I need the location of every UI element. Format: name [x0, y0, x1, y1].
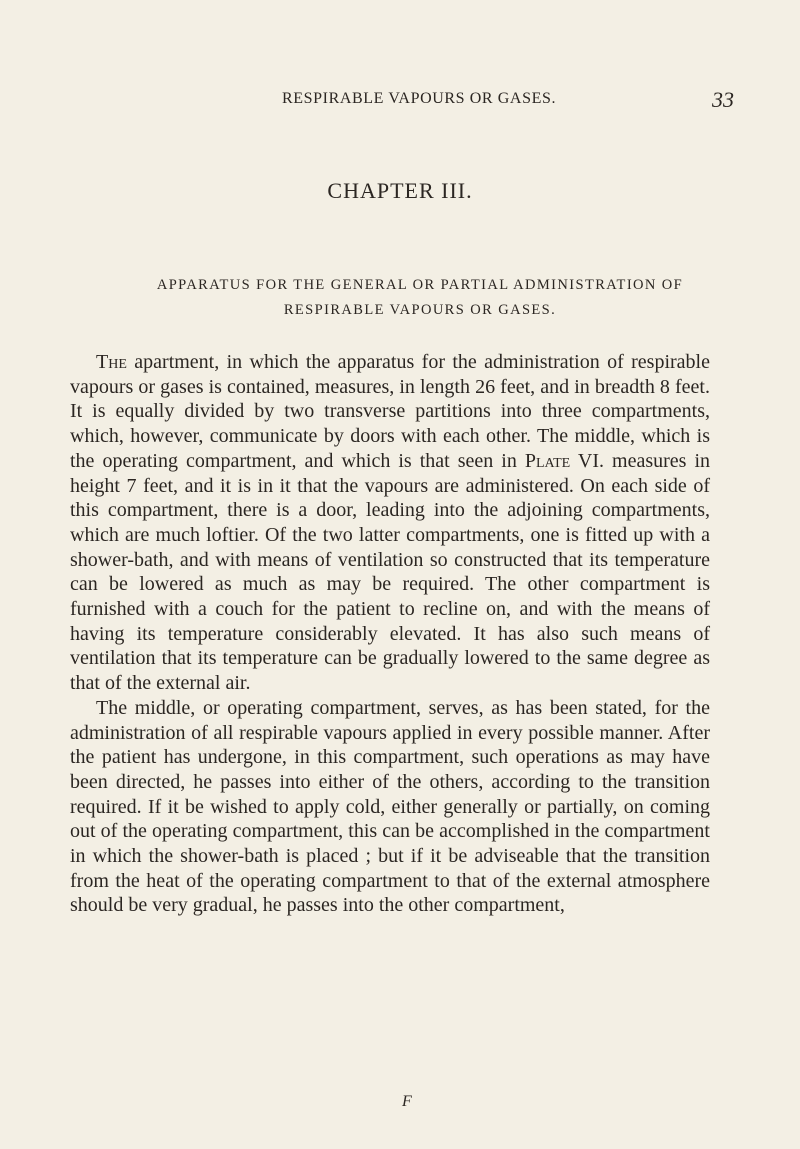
paragraph-1-text-a: apartment, in which the apparatus for the administration of respirable vapours or gases is contained, measures, in length 26 feet, and in breadth 8 feet. It is equally divided by two transverse partitions into three compartments, which, however, communicate by doors with each other. The middle, which is the operating compartment, and which is that seen in — [70, 351, 710, 472]
body-text — [70, 350, 710, 918]
running-head-title: RESPIRABLE VAPOURS OR GASES. — [282, 90, 557, 107]
page-number: 33 — [712, 87, 734, 112]
paragraph-1-text-b: VI. measures in height 7 feet, and it is in it that the vapours are administered. On each side of this compartment, there is a door, leading into the adjoining compartments, which are much loftier. Of the two latter compartments, one is fitted up with a shower-bath, and with means of ventilation so constructed that its temperature can be lowered as much as may be required. The other compartment is furnished with a couch for the patient to recline on, and with the means of having its temperature considerably elevated. It has also such means of ventilation that its temperature can be gradually lowered to the same degree as that of the external air. — [70, 449, 711, 695]
chapter-title: CHAPTER III. — [327, 178, 473, 203]
paragraph-1-lead-word: The — [96, 351, 127, 373]
running-head — [0, 87, 800, 114]
signature-mark: F — [402, 1093, 412, 1110]
chapter-subtitle-line-2: RESPIRABLE VAPOURS OR GASES. — [283, 302, 557, 318]
chapter-subtitle-line-1: APPARATUS FOR THE GENERAL OR PARTIAL ADMINISTRATION OF — [156, 277, 684, 293]
paragraph-1 — [70, 350, 710, 696]
paragraph-2: The middle, or operating compartment, serves, as has been stated, for the administration of all respirable vapours applied in every possible manner. After the patient has undergone, in this compartment, such operations as may have been directed, he passes into either of the others, according to the transition required. If it be wished to apply cold, either generally or partially, on coming out of the operating compartment, this can be accomplished in the compartment in which the shower-bath is placed ; but if it be adviseable that the transition from the heat of the operating compartment to that of the external atmosphere should be very gradual, he passes into the other compartment, — [70, 696, 710, 917]
chapter-subtitle — [120, 273, 720, 323]
plate-reference: Plate — [524, 449, 571, 472]
